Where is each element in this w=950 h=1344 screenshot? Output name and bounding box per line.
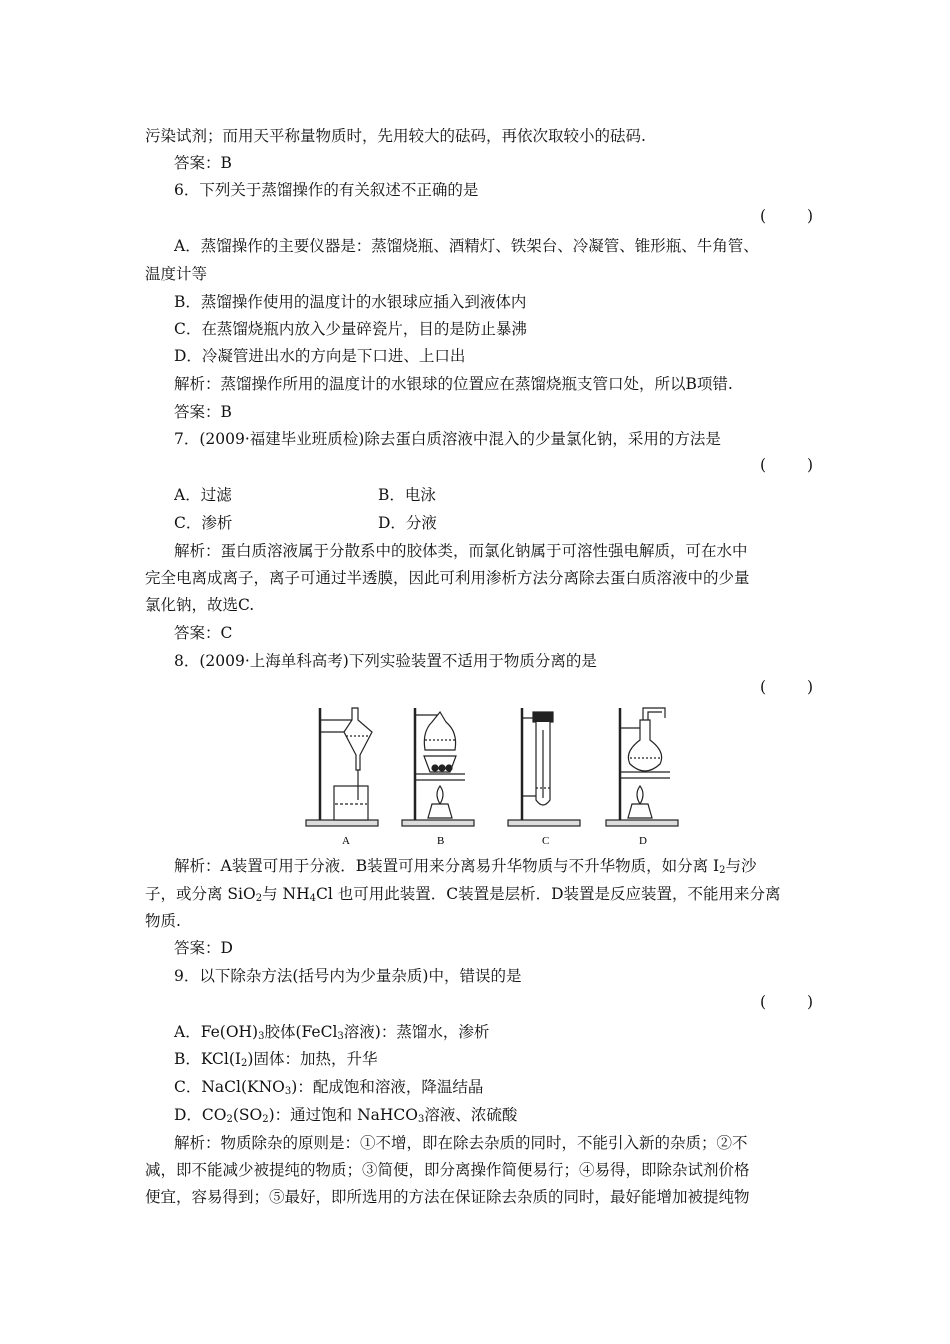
analysis-9-line2: 减，即不能减少被提纯的物质；③简便，即分离操作简便易行；④易得，即除杂试剂价格	[145, 1161, 750, 1179]
question-9: 9．以下除杂方法(括号内为少量杂质)中，错误的是	[174, 967, 522, 985]
figure-label-c: C	[542, 835, 550, 847]
option-9c: C．$NaCl(KNO_3)$：配成饱和溶液，降温结晶	[174, 1078, 484, 1097]
option-6d: D．冷凝管进出水的方向是下口进、上口出	[174, 347, 466, 365]
option-7d: D．分液	[378, 514, 437, 532]
option-9b: B．$KCl(I_2)$固体：加热，升华	[174, 1050, 378, 1069]
apparatus-b	[402, 708, 474, 826]
answer-paren-6: ( )	[760, 207, 832, 225]
question-7: 7．(2009·福建毕业班质检)除去蛋白质溶液中混入的少量氯化钠，采用的方法是	[174, 430, 721, 448]
answer-paren-9: ( )	[760, 993, 832, 1011]
analysis-7-line2: 完全电离成离子，离子可通过半透膜，因此可利用渗析方法分离除去蛋白质溶液中的少量	[145, 569, 750, 587]
option-9d: D．$CO_2(SO_2)$：通过饱和 NaHCO$_3$溶液、浓硫酸	[174, 1106, 518, 1125]
answer-6: 答案：B	[174, 403, 232, 421]
question-6: 6．下列关于蒸馏操作的有关叙述不正确的是	[174, 181, 479, 199]
option-7c: C．渗析	[174, 514, 233, 532]
option-7b: B．电泳	[378, 486, 436, 504]
answer-5: 答案：B	[174, 154, 232, 172]
text-line: 污染试剂；而用天平称量物质时，先用较大的砝码，再依次取较小的砝码.	[145, 127, 646, 145]
analysis-8-line1: 解析：A装置可用于分液．B装置可用来分离易升华物质与不升华物质，如分离 $I_2$与沙	[174, 857, 757, 876]
answer-paren-8: ( )	[760, 678, 832, 696]
apparatus-c	[508, 708, 580, 826]
analysis-7-line1: 解析：蛋白质溶液属于分散系中的胶体类，而氯化钠属于可溶性强电解质，可在水中	[174, 542, 748, 560]
answer-7: 答案：C	[174, 624, 233, 642]
option-9a: A．$Fe(OH)_3$胶体(FeCl$_3$溶液)：蒸馏水，渗析	[174, 1023, 490, 1042]
analysis-8-line2: 子，或分离 SiO$_2$与 $NH_4Cl$ 也可用此装置．C装置是层析．D装置是反应装置，不能用来分离	[145, 885, 781, 904]
apparatus-d	[606, 708, 678, 826]
figure-label-b: B	[437, 835, 445, 847]
option-7a: A．过滤	[174, 486, 232, 504]
answer-8: 答案：D	[174, 939, 233, 957]
option-6c: C．在蒸馏烧瓶内放入少量碎瓷片，目的是防止暴沸	[174, 320, 527, 338]
apparatus-figure	[300, 700, 690, 848]
figure-label-a: A	[342, 835, 350, 847]
option-6a: A．蒸馏操作的主要仪器是：蒸馏烧瓶、酒精灯、铁架台、冷凝管、锥形瓶、牛角管、	[174, 237, 759, 255]
analysis-9-line1: 解析：物质除杂的原则是：①不增，即在除去杂质的同时，不能引入新的杂质；②不	[174, 1134, 748, 1152]
option-6a-cont: 温度计等	[145, 265, 208, 283]
answer-paren-7: ( )	[760, 456, 832, 474]
figure-label-d: D	[639, 835, 647, 847]
analysis-6: 解析：蒸馏操作所用的温度计的水银球的位置应在蒸馏烧瓶支管口处，所以B项错.	[174, 375, 733, 393]
analysis-8-line3: 物质.	[145, 912, 181, 930]
apparatus-a	[306, 708, 378, 826]
analysis-9-line3: 便宜，容易得到；⑤最好，即所选用的方法在保证除去杂质的同时，最好能增加被提纯物	[145, 1188, 750, 1206]
question-8: 8．(2009·上海单科高考)下列实验装置不适用于物质分离的是	[174, 652, 597, 670]
option-6b: B．蒸馏操作使用的温度计的水银球应插入到液体内	[174, 293, 527, 311]
analysis-7-line3: 氯化钠，故选C.	[145, 596, 255, 614]
